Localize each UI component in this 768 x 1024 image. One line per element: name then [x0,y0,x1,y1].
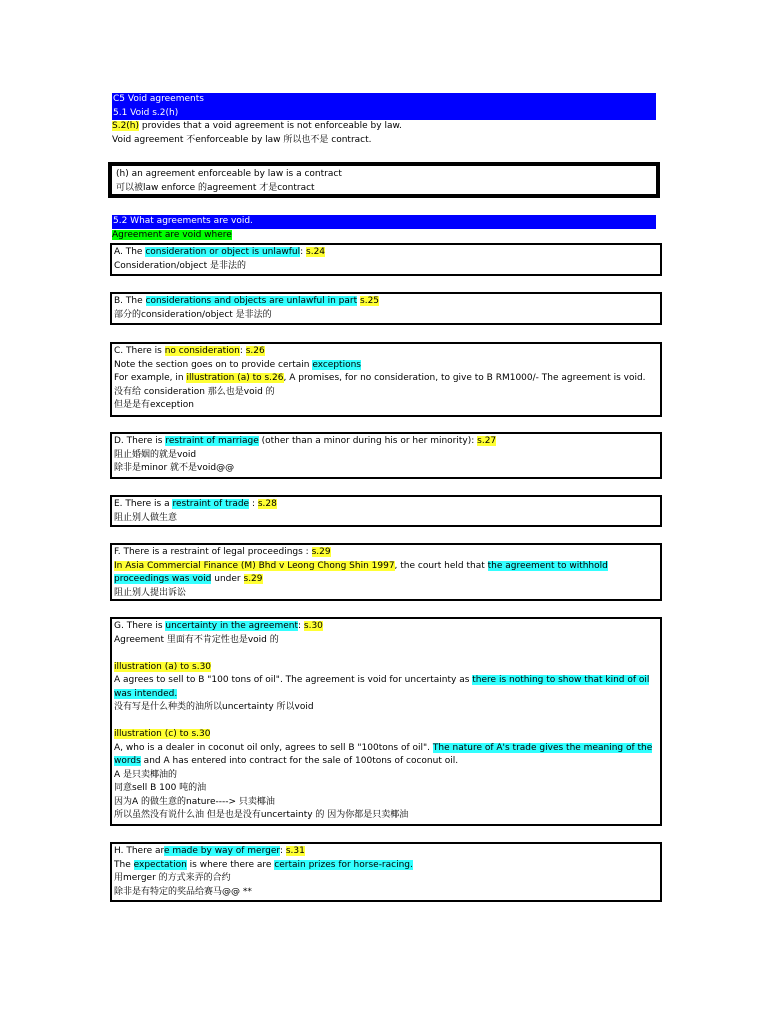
item-g-zh-4: 所以虽然没有说什么油 但是也是没有uncertainty 的 因为你都是只卖椰油 [114,810,409,820]
item-b-box [110,292,662,325]
item-c-sep: : [239,346,246,356]
item-c-example-text: , A promises, for no consideration, to give to B RM1000/- The agreement is void. [283,373,646,383]
ref-s2h: S.2(h) [112,121,140,131]
item-g-c-text-post: and A has entered into contract for the sale of 100tons of coconut oil. [140,756,459,766]
item-b-prefix: B. The [114,296,146,306]
item-e-box [110,495,662,527]
item-g-c-text: A, who is a dealer in coconut oil only, agrees to sell B "100tons of oil". [114,742,433,753]
intro-text [112,120,672,147]
item-g-c-highlight: The nature of A's trade gives the meaning of the words [114,742,653,766]
item-g-zh-a: 没有写是什么种类的油所以uncertainty 所以void [114,702,314,712]
item-b-zh: 部分的consideration/object 是非法的 [114,309,272,320]
item-f-box [110,543,662,601]
item-c-example-prefix: For example, in [114,373,187,383]
item-d-zh-2: 除非是minor 就不是void@@ [114,463,235,473]
item-c-note-highlight: exceptions [312,359,361,370]
definition-line-1: (h) an agreement enforceable by law is a contract [116,169,342,179]
item-g-illustration-a: illustration (a) to s.30 [114,661,212,672]
item-c-box [110,342,662,417]
item-h-prefix: H. There ar [114,846,164,856]
section-title-5-2: 5.2 What agreements are void. [113,216,253,226]
item-e-zh: 阻止别人做生意 [114,512,178,523]
item-g-highlight: uncertainty in the agreement [165,621,298,631]
item-h-highlight-2: certain prizes for horse-racing. [274,859,413,870]
item-e-prefix: E. There is a [114,499,173,509]
item-g-zh-3: 因为A 的做生意的nature----> 只卖椰油 [114,796,275,807]
item-e-ref: s.28 [257,499,277,509]
item-f-highlight: the agreement to withhold proceedings was void [114,560,608,584]
item-h-zh-2: 除非是有特定的奖品给赛马@@ ** [114,886,252,897]
section-subtitle-text: Agreement are void where [112,230,232,240]
item-f-zh: 阻止别人提出诉讼 [114,587,187,598]
item-b-ref: s.25 [360,296,380,306]
item-h-box [110,842,662,902]
item-c-note: Note the section goes on to provide certain [114,359,313,370]
item-a-sep: : [300,247,307,257]
item-b-highlight: considerations and objects are unlawful in part [145,296,358,306]
item-d-ref: s.27 [477,436,497,446]
item-g-zh-0: Agreement 里面有不肯定性也是void 的 [114,634,279,645]
item-c-ref: s.26 [245,346,265,356]
item-g-a-highlight: there is nothing to show that kind of oil was intended. [114,675,650,699]
item-h-text: is where there are [186,859,275,870]
item-g-illustration-c: illustration (c) to s.30 [114,729,211,739]
item-e-sep: : [249,499,258,509]
section-subtitle [112,229,232,243]
item-g-a-text: A agrees to sell to B "100 tons of oil". The agreement is void for uncertainty as [114,675,473,685]
item-c-zh-2: 但是是有exception [114,400,194,410]
item-a-prefix: A. The [114,247,146,257]
item-h-sep: : [279,846,286,856]
definition-line-2: 可以被law enforce 的agreement 才是contract [116,182,315,193]
item-d-box [110,432,662,479]
item-h-ref: s.31 [285,846,305,856]
item-d-highlight: restraint of marriage [165,436,259,446]
item-f-ref: s.29 [311,547,331,557]
item-g-prefix: G. There is [114,621,166,631]
intro-zh: Void agreement 不enforceable by law 所以也不是 contract. [112,134,372,145]
item-e-highlight: restraint of trade [172,499,250,509]
item-f-text: , the court held that [394,560,488,571]
item-g-box [110,617,662,826]
item-h-expectation: expectation [133,859,187,870]
item-h-the: The [114,859,134,870]
chapter-title: C5 Void agreements [113,94,204,104]
item-g-zh-1: A 是只卖椰油的 [114,769,178,780]
item-c-highlight: no consideration [164,346,240,356]
intro-desc: provides that a void agreement is not enforceable by law. [139,121,402,131]
section-header-5-2 [112,215,656,229]
item-f-prefix: F. There is a restraint of legal proceedings : [114,547,312,557]
item-c-example-highlight: illustration (a) to s.26 [186,373,284,383]
item-a-zh: Consideration/object 是非法的 [114,260,247,271]
item-f-ref-2: s.29 [243,574,263,584]
section-title-5-1: 5.1 Void s.2(h) [113,107,179,118]
item-g-sep: : [298,621,304,631]
item-f-under: under [211,574,244,584]
chapter-header [112,93,656,120]
item-g-ref: s.30 [303,621,323,631]
item-a-ref: s.24 [306,247,326,257]
item-g-zh-2: 同意sell B 100 吨的油 [114,783,207,793]
item-d-prefix: D. There is [114,436,166,446]
item-d-text: (other than a minor during his or her minority): [258,436,478,446]
item-h-zh-1: 用merger 的方式来弄的合约 [114,873,231,883]
item-c-prefix: C. There is [114,346,165,356]
item-a-box [110,243,662,276]
item-f-case: In Asia Commercial Finance (M) Bhd v Leong Chong Shin 1997 [114,560,395,571]
definition-box [108,162,660,198]
item-c-zh-1: 没有给 consideration 那么也是void 的 [114,386,275,397]
item-d-zh-1: 阻止婚姻的就是void [114,449,197,460]
item-a-highlight: consideration or object is unlawful [145,247,301,257]
item-h-highlight: e made by way of merger [164,846,280,856]
